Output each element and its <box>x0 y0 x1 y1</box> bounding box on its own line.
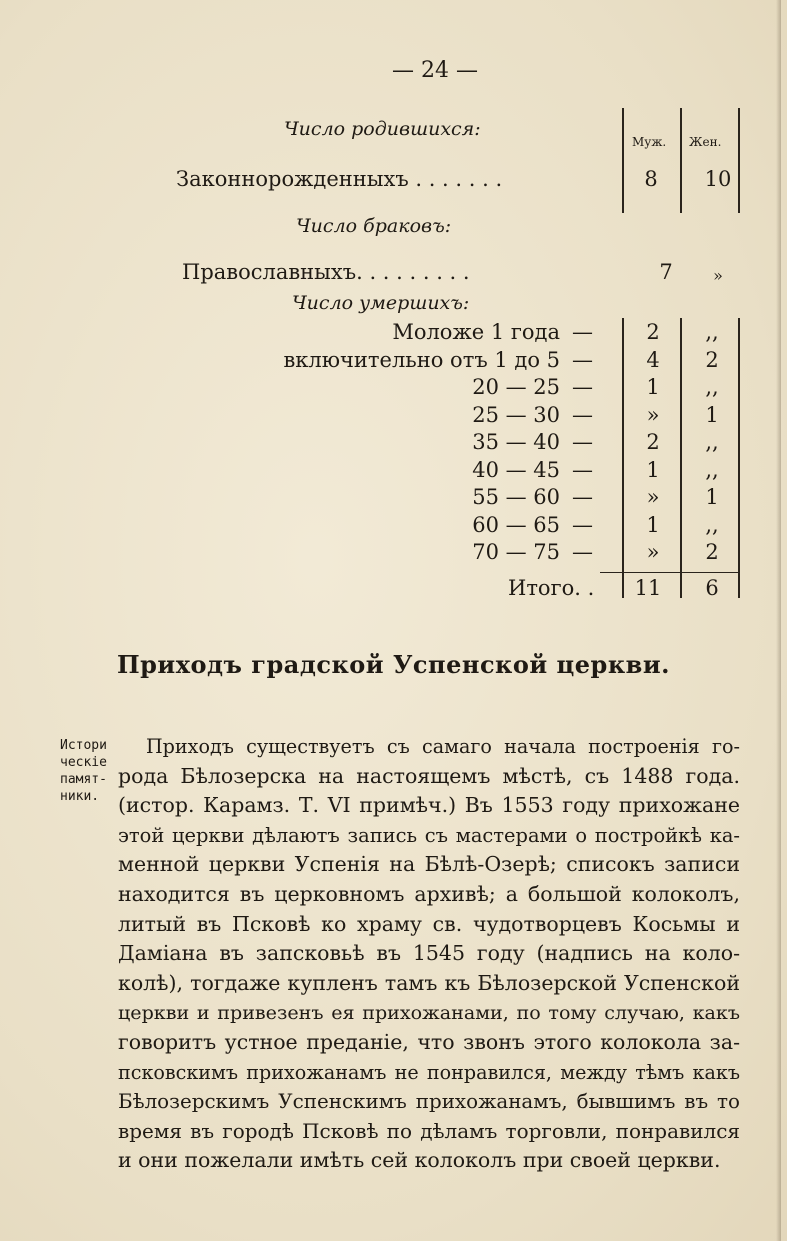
death-female-value: ,, <box>705 457 719 482</box>
paragraph-line: Бѣлозерскимъ Успенскимъ прихожанамъ, бывшимъ въ то <box>118 1090 740 1114</box>
table-divider-line <box>680 108 682 213</box>
death-age-label: включительно отъ 1 до 5 <box>283 347 560 372</box>
death-row-dash: — <box>572 402 593 427</box>
death-female-value: ,, <box>705 320 719 344</box>
death-male-value: 2 <box>646 430 660 454</box>
section-title: Приходъ градской Успенской церкви. <box>116 650 670 679</box>
total-female-value: 6 <box>705 576 719 600</box>
death-male-value: 4 <box>646 347 660 372</box>
death-age-label: Моложе 1 года <box>392 320 560 344</box>
paragraph-line: литый въ Псковѣ ко храму св. чудотворцевъ Косьмы и <box>118 911 740 936</box>
death-row-dash: — <box>572 512 593 537</box>
table-divider-line <box>622 318 624 598</box>
death-age-label: 35 — 40 <box>472 430 560 454</box>
paragraph-line: Даміана въ запсковьѣ въ 1545 году (надпись на коло- <box>118 941 740 966</box>
death-male-value: » <box>646 402 660 427</box>
death-row-dash: — <box>572 430 593 454</box>
paragraph-line: и они пожелали имѣть сей колоколъ при своей церкви. <box>118 1148 721 1173</box>
total-male-value: 11 <box>634 576 662 600</box>
death-row-dash: — <box>572 347 593 372</box>
death-age-label: 20 — 25 <box>472 375 560 399</box>
death-female-value: 2 <box>705 540 719 564</box>
death-male-value: » <box>646 485 660 509</box>
death-age-label: 25 — 30 <box>472 402 560 427</box>
births-row-label: Законнорожденныхъ . . . . . . . <box>176 167 503 191</box>
death-female-value: ,, <box>705 512 719 537</box>
death-age-label: 70 — 75 <box>472 540 560 564</box>
page-number: — 24 — <box>392 58 478 83</box>
death-female-value: 2 <box>705 347 719 372</box>
death-male-value: » <box>646 540 660 564</box>
col-female-header: Жен. <box>689 135 722 149</box>
marriages-value: 7 <box>659 260 673 284</box>
paragraph-line: время въ городѣ Псковѣ по дѣламъ торговли, понравился <box>118 1118 740 1143</box>
col-male-header: Муж. <box>632 135 667 149</box>
total-rule <box>600 572 740 573</box>
margin-note-line: ники. <box>60 789 100 804</box>
death-row-dash: — <box>572 457 593 482</box>
table-divider-line <box>738 108 740 213</box>
paragraph-line: говоритъ устное преданіе, что звонъ этого колокола за- <box>118 1029 740 1054</box>
death-female-value: 1 <box>705 402 719 427</box>
death-age-label: 55 — 60 <box>472 485 560 509</box>
margin-note-line: памят- <box>60 772 107 787</box>
paragraph-line: рода Бѣлозерска на настоящемъ мѣстѣ, съ 1488 года. <box>118 763 740 788</box>
paragraph-line: колѣ), тогдаже купленъ тамъ къ Бѣлозерской Успенской <box>118 970 740 995</box>
death-row-dash: — <box>572 485 593 509</box>
table-divider-line <box>622 108 624 213</box>
total-label: Итого. . <box>508 576 595 600</box>
death-row-dash: — <box>572 320 593 344</box>
death-male-value: 1 <box>646 512 660 537</box>
death-male-value: 2 <box>646 320 660 344</box>
page-edge-shadow <box>776 0 781 1241</box>
paragraph-line: Приходъ существуетъ съ самаго начала построенія го- <box>146 735 740 758</box>
paragraph-line: церкви и привезенъ ея прихожанами, по тому случаю, какъ <box>118 1001 740 1025</box>
margin-note <box>60 737 107 805</box>
margin-note-line: Истори <box>60 738 107 753</box>
death-female-value: ,, <box>705 375 719 399</box>
births-header: Число родившихся: <box>284 118 481 140</box>
paragraph-line: (истор. Карамз. Т. VI примѣч.) Въ 1553 году прихожане <box>118 793 740 818</box>
death-female-value: 1 <box>705 485 719 509</box>
paragraph-line: псковскимъ прихожанамъ не понравился, между тѣмъ какъ <box>118 1060 740 1084</box>
table-divider-line <box>738 318 740 598</box>
death-female-value: ,, <box>705 430 719 454</box>
table-divider-line <box>680 318 682 598</box>
death-male-value: 1 <box>646 457 660 482</box>
marriages-mark: » <box>713 266 723 285</box>
paragraph-line: находится въ церковномъ архивѣ; а большой колоколъ, <box>118 881 740 906</box>
marriages-header: Число браковъ: <box>296 215 452 237</box>
death-row-dash: — <box>572 540 593 564</box>
death-male-value: 1 <box>646 375 660 399</box>
margin-note-line: ческіе <box>60 755 107 770</box>
death-age-label: 40 — 45 <box>472 457 560 482</box>
paragraph-line: этой церкви дѣлаютъ запись съ мастерами о постройкѣ ка- <box>118 823 740 847</box>
marriages-row-label: Православныхъ. . . . . . . . . <box>182 260 470 284</box>
death-age-label: 60 — 65 <box>472 512 560 537</box>
deaths-header: Число умершихъ: <box>292 292 470 314</box>
body-paragraph <box>118 732 740 1176</box>
paragraph-line: менной церкви Успенія на Бѣлѣ-Озерѣ; списокъ записи <box>118 852 740 877</box>
births-female-value: 10 <box>704 167 732 191</box>
death-row-dash: — <box>572 375 593 399</box>
births-male-value: 8 <box>644 167 658 191</box>
